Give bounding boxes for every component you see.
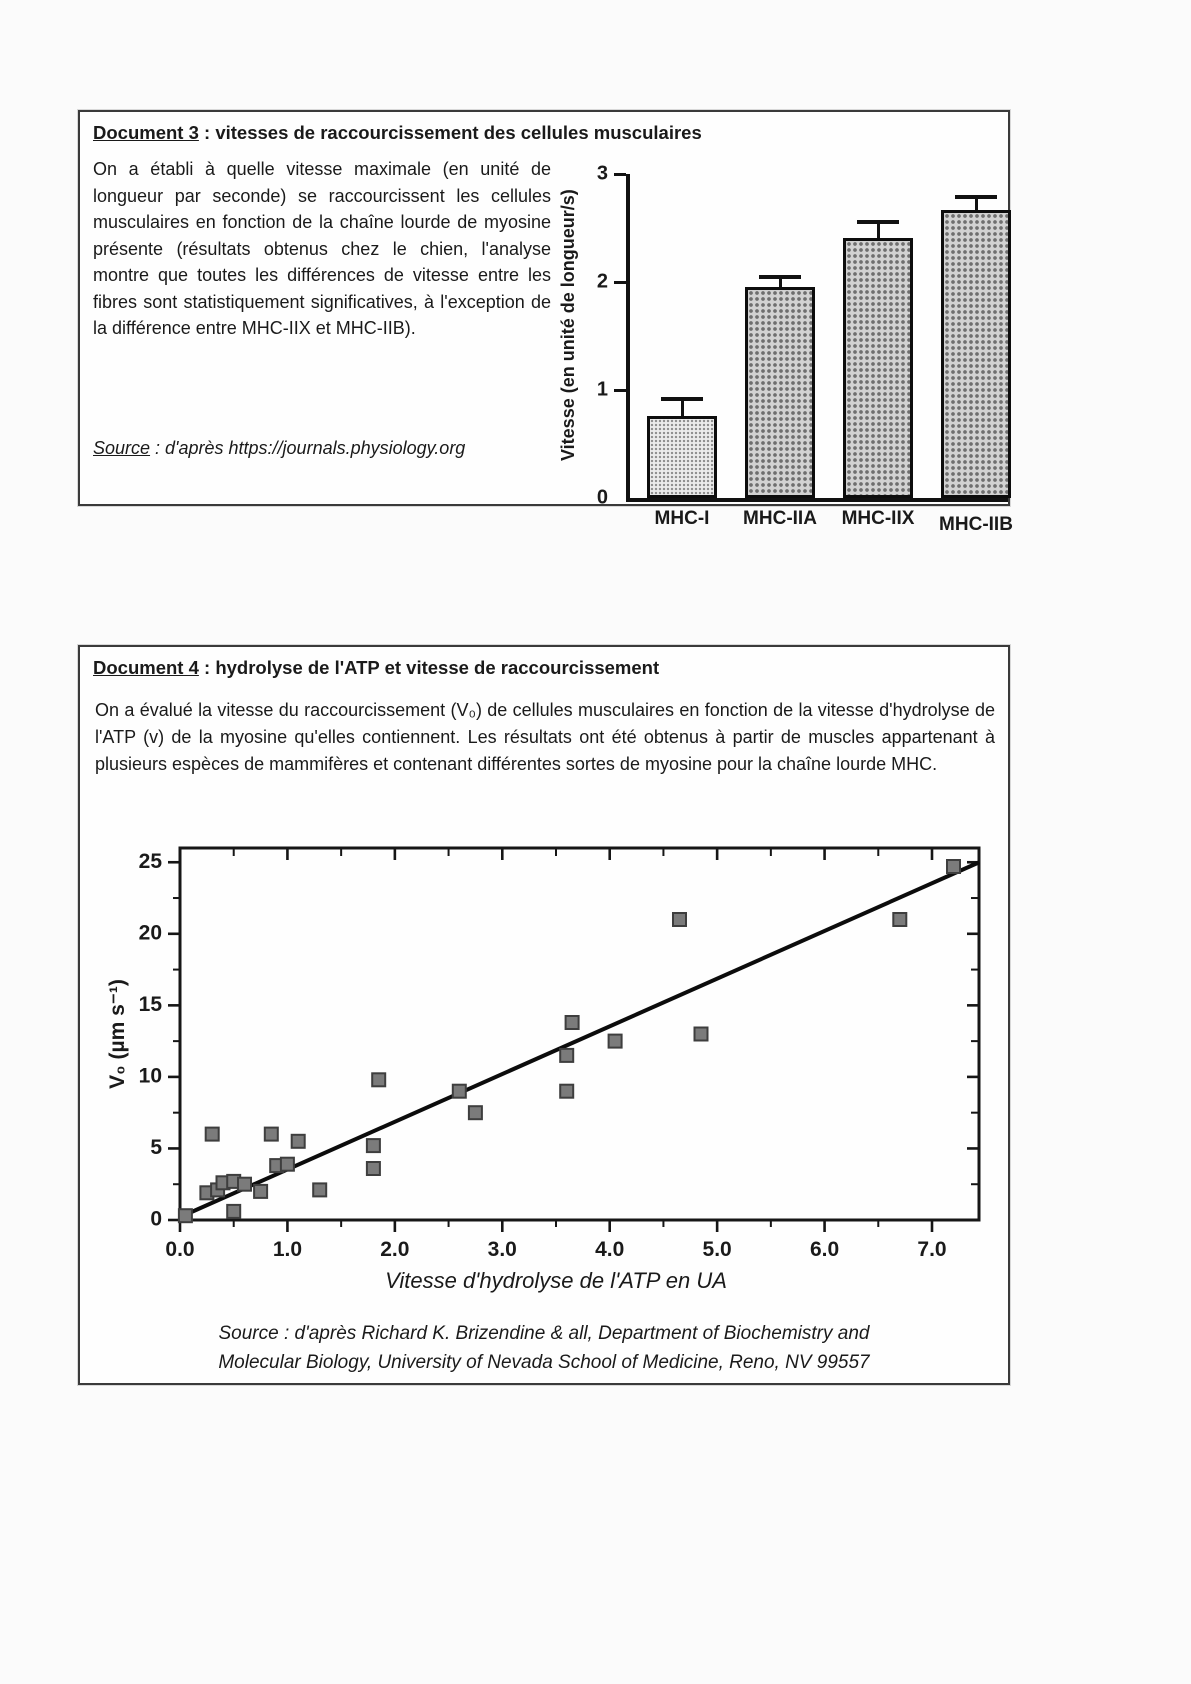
data-point: [254, 1185, 267, 1198]
data-point: [560, 1085, 573, 1098]
data-point: [560, 1049, 573, 1062]
scatter-x-tick-label: 1.0: [272, 1238, 303, 1261]
document-4-title-label: Document 4: [93, 657, 199, 678]
data-point: [206, 1128, 219, 1141]
error-bar-cap: [955, 195, 997, 199]
bar-chart-y-tick-label: 2: [596, 270, 608, 293]
bar-chart-y-tick-label: 1: [596, 378, 608, 401]
bar-chart-category-label: MHC-IIA: [743, 508, 817, 529]
document-3-source-text: : d'après https://journals.physiology.org: [150, 438, 466, 458]
scatter-x-tick-label: 5.0: [702, 1238, 732, 1261]
bar-chart-y-tick: [614, 389, 626, 392]
data-point: [292, 1135, 305, 1148]
bar-MHC-IIA: [745, 287, 815, 498]
document-4-paragraph: On a évalué la vitesse du raccourcissement (V₀) de cellules musculaires en fonction de la vitesse d'hydrolyse de l'ATP (v) de la myosine qu'elles contiennent. Les résultats ont été obtenus à partir de muscles appartenant à plusieurs espèces de mammifères et contenant différentes sortes de myosine pour la chaîne lourde MHC.: [95, 700, 995, 774]
data-point: [367, 1139, 380, 1152]
trend-line: [180, 862, 979, 1217]
bar-MHC-IIX: [843, 238, 913, 498]
scatter-y-tick-label: 5: [150, 1135, 162, 1159]
error-bar-stem: [681, 399, 684, 416]
scatter-x-tick-label: 4.0: [595, 1238, 625, 1261]
bar-chart-y-axis-label: Vitesse (en unité de longueur/s): [558, 189, 578, 461]
bar-chart-category-label: MHC-IIX: [841, 508, 915, 529]
scatter-y-tick-label: 10: [138, 1064, 162, 1088]
data-point: [313, 1183, 326, 1196]
document-4-title: [93, 657, 659, 679]
data-point: [469, 1106, 482, 1119]
bar-chart-vitesse-mhc: [550, 134, 1013, 535]
data-point: [265, 1128, 278, 1141]
bar-chart-category-label: MHC-I: [654, 508, 710, 529]
document-3-source-label: Source: [93, 438, 151, 458]
data-point: [673, 913, 686, 926]
scatter-y-axis-label: V₀ (µm s⁻¹): [106, 979, 129, 1089]
document-3-title-rest: : vitesses de raccourcissement des cellules musculaires: [198, 122, 702, 143]
scatter-y-tick-label: 20: [138, 921, 162, 945]
bar-chart-plot-area: [596, 162, 1013, 535]
scatter-x-axis-label: Vitesse d'hydrolyse de l'ATP en UA: [385, 1268, 727, 1293]
bar-MHC-I: [647, 416, 717, 498]
document-4-source: [80, 1319, 1008, 1377]
bar-chart-y-tick-label: 3: [596, 162, 608, 185]
error-bar-cap: [759, 275, 801, 279]
error-bar-cap: [661, 397, 703, 401]
bar-chart-y-tick: [614, 173, 626, 176]
scatter-y-tick-label: 25: [138, 849, 162, 873]
bar-chart-category-label: MHC-IIB: [939, 514, 1013, 535]
scatter-plot-v0-vs-atp: [98, 843, 994, 1293]
document-4-box: [78, 645, 1010, 1385]
scatter-y-tick-label: 0: [150, 1207, 162, 1231]
scatter-x-tick-label: 3.0: [487, 1238, 517, 1261]
scatter-y-tick-label: 15: [138, 992, 162, 1016]
data-point: [227, 1205, 240, 1218]
data-point: [238, 1178, 251, 1191]
data-point: [609, 1035, 622, 1048]
scatter-x-tick-label: 0.0: [165, 1238, 195, 1261]
document-3-box: [78, 110, 1013, 535]
scatter-svg: [98, 843, 994, 1293]
data-point: [566, 1016, 579, 1029]
error-bar-stem: [877, 222, 880, 238]
document-3-paragraph: On a établi à quelle vitesse maximale (en unité de longueur par seconde) se raccourcissent les cellules musculaires en fonction de la chaîne lourde de myosine présente (résultats obtenus chez le chien, l'analyse montre que toutes les différences de vitesse entre les fibres sont statistiquement significatives, à l'exception de la différence entre MHC-IIX et MHC-IIB).: [93, 159, 551, 338]
document-4-source-line1: Source : d'après Richard K. Brizendine & all, Department of Biochemistry and: [218, 1323, 870, 1344]
document-3-title-label: Document 3: [93, 122, 199, 143]
data-point: [695, 1028, 708, 1041]
bar-chart-y-tick-label: 0: [596, 486, 608, 509]
scatter-x-tick-label: 6.0: [809, 1238, 840, 1261]
bar-MHC-IIB: [941, 210, 1011, 498]
data-point: [947, 860, 960, 873]
data-point: [893, 913, 906, 926]
data-point: [367, 1162, 380, 1175]
scatter-x-tick-label: 7.0: [917, 1238, 947, 1261]
error-bar-cap: [857, 220, 899, 224]
document-3-source: [93, 438, 465, 459]
scatter-x-tick-label: 2.0: [380, 1238, 410, 1261]
data-point: [179, 1209, 192, 1222]
document-4-source-line2: Molecular Biology, University of Nevada School of Medicine, Reno, NV 99557: [218, 1352, 870, 1373]
bar-chart-y-tick: [614, 281, 626, 284]
document-4-title-rest: : hydrolyse de l'ATP et vitesse de raccourcissement: [198, 657, 660, 678]
data-point: [372, 1073, 385, 1086]
data-point: [281, 1158, 294, 1171]
data-point: [453, 1085, 466, 1098]
